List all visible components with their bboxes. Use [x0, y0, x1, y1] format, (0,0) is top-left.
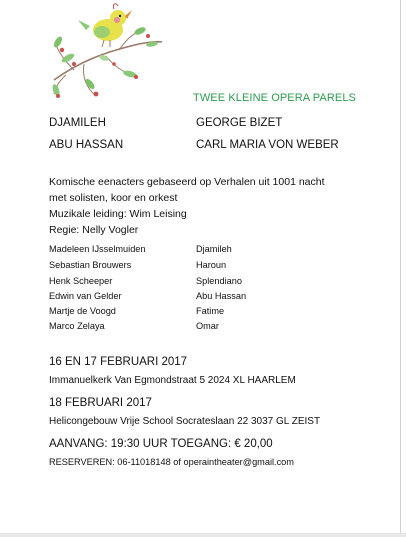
opera-name-1: DJAMILEH — [49, 117, 106, 129]
composer-1: GEORGE BIZET — [196, 117, 283, 129]
cast-singer: Edwin van Gelder — [49, 291, 122, 301]
cast-singer: Madeleen IJsselmuiden — [49, 244, 146, 254]
performance-date-1: 16 EN 17 FEBRUARI 2017 — [49, 356, 188, 368]
performance-venue-2: Helicongebouw Vrije School Socrateslaan 22 3037 GL ZEIST — [49, 416, 321, 427]
cast-singer: Martje de Voogd — [49, 306, 116, 316]
opera-name-2: ABU HASSAN — [49, 139, 124, 151]
start-time-and-price: AANVANG: 19:30 UUR TOEGANG: € 20,00 — [49, 438, 273, 450]
stage-direction: Regie: Nelly Vogler — [49, 224, 139, 236]
cast-role: Omar — [196, 321, 219, 331]
cast-role: Abu Hassan — [196, 291, 247, 301]
page-title: TWEE KLEINE OPERA PARELS — [193, 92, 356, 104]
description-line-1: Komische eenacters gebaseerd op Verhalen uit 1001 nacht — [49, 176, 325, 188]
cast-role: Haroun — [196, 260, 227, 270]
performance-venue-1: Immanuelkerk Van Egmondstraat 5 2024 XL HAARLEM — [49, 375, 296, 386]
cast-role: Fatime — [196, 306, 225, 316]
cast-singer: Marco Zelaya — [49, 321, 105, 331]
musical-direction: Muzikale leiding: Wim Leising — [49, 208, 187, 220]
composer-2: CARL MARIA VON WEBER — [196, 139, 339, 151]
page-edge — [400, 0, 401, 537]
description-line-2: met solisten, koor en orkest — [49, 192, 178, 204]
reservation-info: RESERVEREN: 06-11018148 of operaintheater@gmail.com — [49, 457, 294, 467]
cast-role: Djamileh — [196, 244, 232, 254]
cast-role: Splendiano — [196, 276, 242, 286]
performance-date-2: 18 FEBRUARI 2017 — [49, 397, 152, 409]
cast-singer: Sebastian Brouwers — [49, 260, 132, 270]
bird-on-branch-illustration — [44, 0, 164, 105]
page-bottom-edge — [0, 533, 406, 537]
cast-singer: Henk Scheeper — [49, 276, 113, 286]
